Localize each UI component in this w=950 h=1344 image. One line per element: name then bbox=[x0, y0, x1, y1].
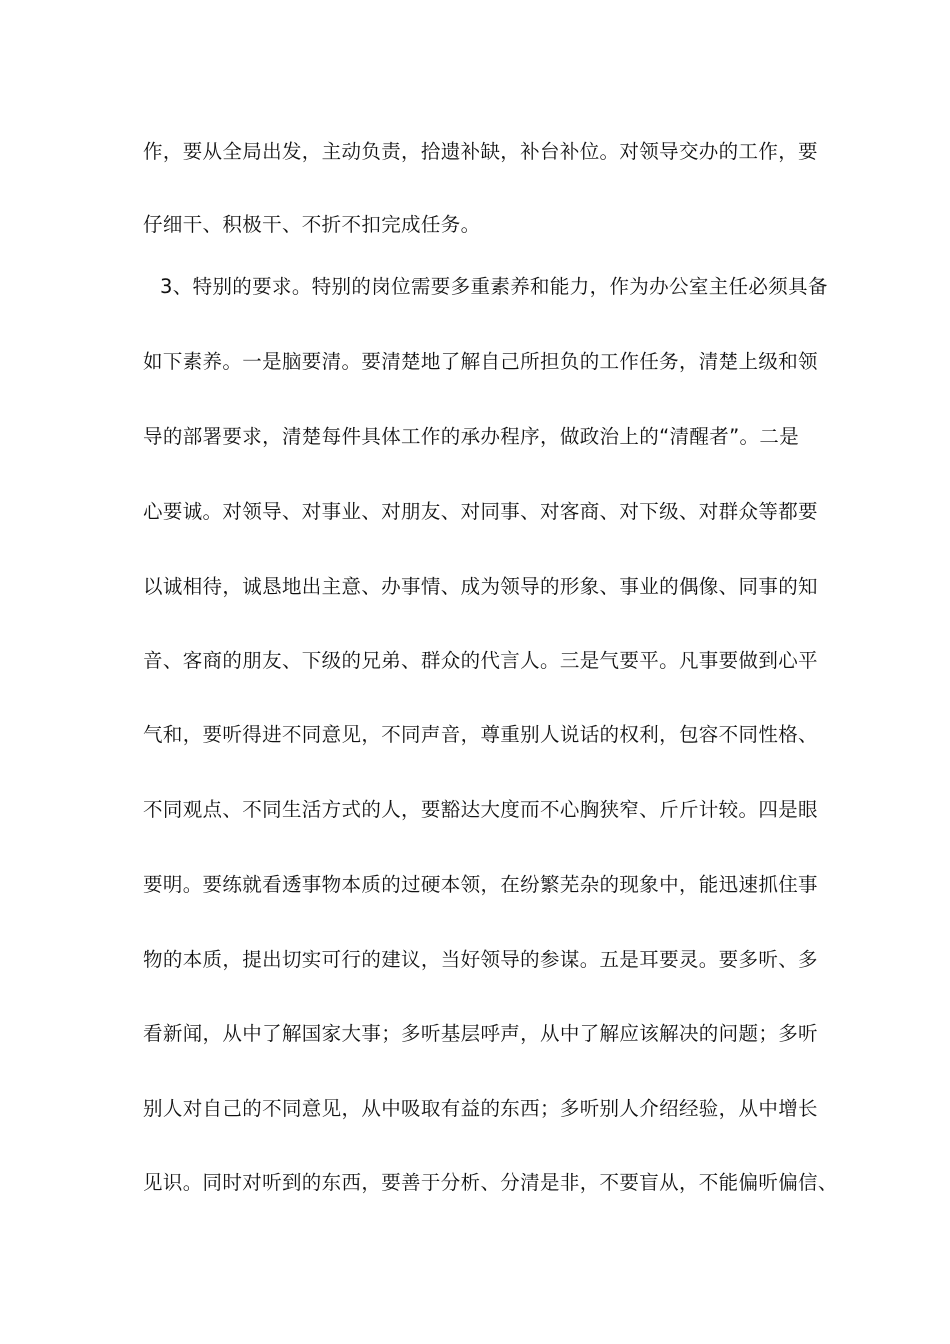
text-line: 别人对自己的不同意见，从中吸取有益的东西；多听别人介绍经验，从中增长 bbox=[143, 1097, 818, 1120]
text-line: 要明。要练就看透事物本质的过硬本领，在纷繁芜杂的现象中，能迅速抓住事 bbox=[143, 873, 818, 896]
text-line: 作，要从全局出发，主动负责，拾遗补缺，补台补位。对领导交办的工作，要 bbox=[143, 140, 818, 163]
text-line: 音、客商的朋友、下级的兄弟、群众的代言人。三是气要平。凡事要做到心平 bbox=[143, 649, 818, 672]
text-line: 物的本质，提出切实可行的建议，当好领导的参谋。五是耳要灵。要多听、多 bbox=[143, 948, 818, 971]
list-item-heading: 3、特别的要求。特别的岗位需要多重素养和能力，作为办公室主任必须具备 bbox=[160, 275, 828, 298]
text-line: 导的部署要求，清楚每件具体工作的承办程序，做政治上的“清醒者”。二是 bbox=[143, 425, 800, 448]
text-line: 心要诚。对领导、对事业、对朋友、对同事、对客商、对下级、对群众等都要 bbox=[143, 500, 818, 523]
text-line: 仔细干、积极干、不折不扣完成任务。 bbox=[143, 213, 481, 236]
text-line: 见识。同时对听到的东西，要善于分析、分清是非，不要盲从，不能偏听偏信、 bbox=[143, 1171, 838, 1194]
text-line: 不同观点、不同生活方式的人，要豁达大度而不心胸狭窄、斤斤计较。四是眼 bbox=[143, 798, 818, 821]
text-line: 气和，要听得进不同意见，不同声音，尊重别人说话的权利，包容不同性格、 bbox=[143, 723, 818, 746]
text-line: 以诚相待，诚恳地出主意、办事情、成为领导的形象、事业的偶像、同事的知 bbox=[143, 575, 818, 598]
text-line: 看新闻，从中了解国家大事；多听基层呼声，从中了解应该解决的问题；多听 bbox=[143, 1022, 818, 1045]
text-line: 如下素养。一是脑要清。要清楚地了解自己所担负的工作任务，清楚上级和领 bbox=[143, 350, 818, 373]
